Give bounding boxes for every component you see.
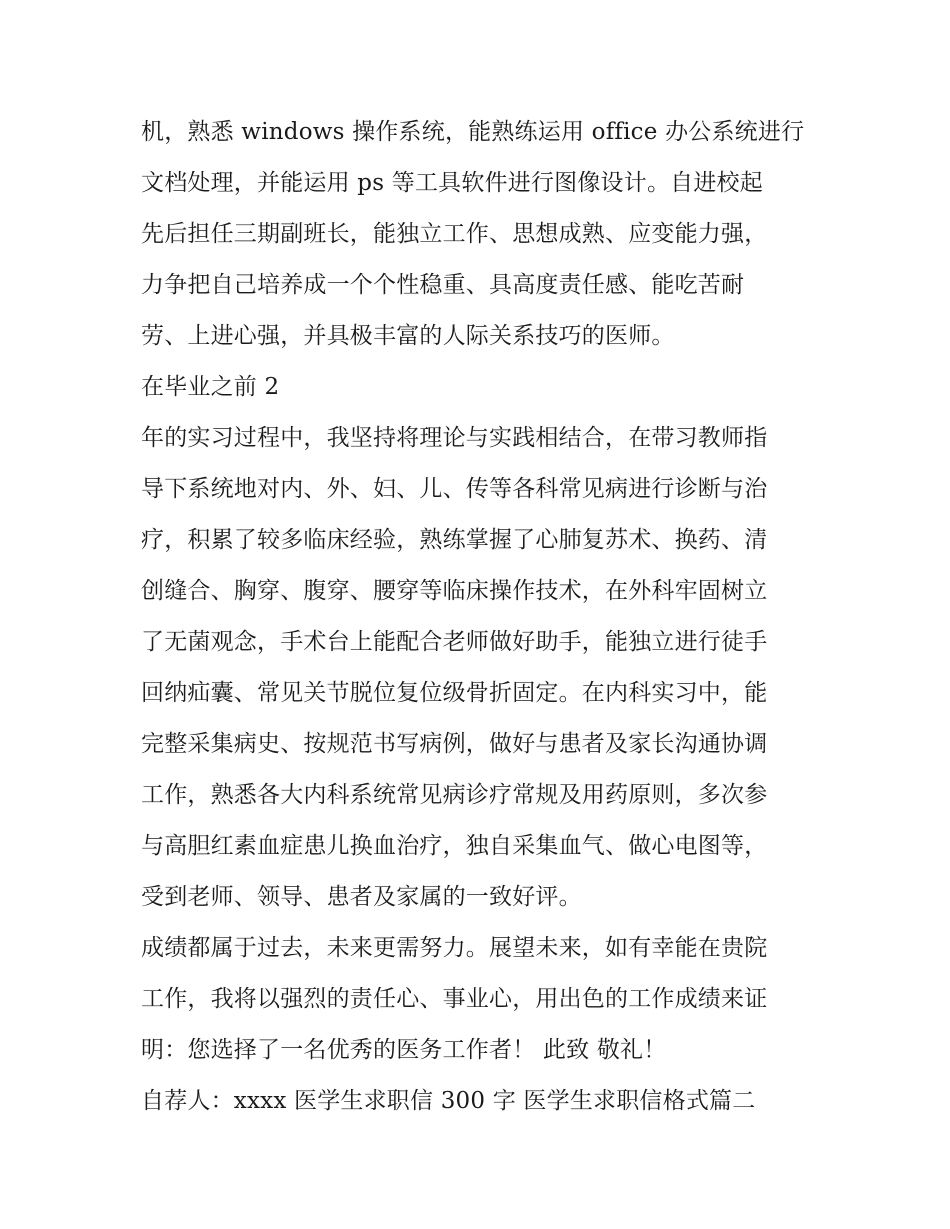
text-line: 年的实习过程中，我坚持将理论与实践相结合，在带习教师指 [141, 425, 768, 451]
text-line: 机，熟悉 windows 操作系统，能熟练运用 office 办公系统进行 [141, 119, 805, 145]
text-line: 明：您选择了一名优秀的医务工作者！ 此致 敬礼！ [141, 1037, 667, 1063]
text-line: 创缝合、胸穿、腹穿、腰穿等临床操作技术，在外科牢固树立 [141, 578, 768, 604]
text-line: 文档处理，并能运用 ps 等工具软件进行图像设计。自进校起 [141, 170, 763, 196]
text-line: 工作，我将以强烈的责任心、事业心，用出色的工作成绩来证 [141, 986, 768, 1012]
letter-body [141, 107, 821, 1127]
text-line: 疗，积累了较多临床经验，熟练掌握了心肺复苏术、换药、清 [141, 527, 768, 553]
text-line: 回纳疝囊、常见关节脱位复位级骨折固定。在内科实习中，能 [141, 680, 768, 706]
text-line: 受到老师、领导、患者及家属的一致好评。 [141, 884, 582, 910]
text-line: 力争把自己培养成一个个性稳重、具高度责任感、能吃苦耐 [141, 272, 745, 298]
text-line: 与高胆红素血症患儿换血治疗，独自采集血气、做心电图等， [141, 833, 768, 859]
text-line: 在毕业之前 2 [141, 374, 280, 400]
text-line: 了无菌观念，手术台上能配合老师做好助手，能独立进行徒手 [141, 629, 768, 655]
text-line: 劳、上进心强，并具极丰富的人际关系技巧的医师。 [141, 323, 675, 349]
text-line: 导下系统地对内、外、妇、儿、传等各科常见病进行诊断与治 [141, 476, 768, 502]
text-line: 成绩都属于过去，未来更需努力。展望未来，如有幸能在贵院 [141, 935, 768, 961]
text-line: 工作，熟悉各大内科系统常见病诊疗常规及用药原则，多次参 [141, 782, 768, 808]
text-line: 完整采集病史、按规范书写病例，做好与患者及家长沟通协调 [141, 731, 768, 757]
signature-line: 自荐人：xxxx 医学生求职信 300 字 医学生求职信格式篇二 [141, 1088, 756, 1114]
text-line: 先后担任三期副班长，能独立工作、思想成熟、应变能力强， [141, 221, 768, 247]
